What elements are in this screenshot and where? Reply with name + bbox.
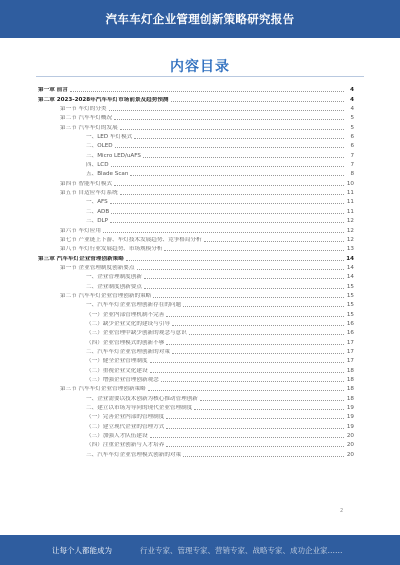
- toc-entry-page: 18: [346, 367, 354, 374]
- toc-entry-title: 第三章 汽车车灯企业管理创新策略: [38, 255, 124, 262]
- toc-entry[interactable]: [38, 140, 354, 149]
- toc-entry[interactable]: [38, 252, 354, 261]
- toc-entry[interactable]: [38, 84, 354, 93]
- toc-leader-dots: [110, 203, 344, 204]
- toc-entry-page: 6: [350, 134, 354, 141]
- toc-leader-dots: [109, 110, 344, 111]
- toc-heading: 内容目录: [170, 59, 230, 75]
- report-header: [0, 0, 400, 38]
- footer-roles: 行业专家、管理专家、营销专家、战略专家、成功企业家……: [140, 545, 343, 555]
- toc-entry-page: 17: [346, 339, 354, 346]
- toc-entry-title: （二）缺少企业文化的建设与引导: [86, 320, 170, 327]
- toc-entry-page: 15: [346, 283, 354, 290]
- toc-entry-title: 一、汽车车灯企业管理创新存在的问题: [86, 302, 182, 309]
- toc-leader-dots: [166, 344, 344, 345]
- toc-leader-dots: [189, 334, 344, 335]
- toc-entry-page: 17: [346, 348, 354, 355]
- toc-entry[interactable]: [38, 439, 354, 448]
- toc-entry-title: 第一章 前言: [38, 87, 68, 94]
- toc-entry-page: 13: [346, 246, 354, 253]
- toc-entry-page: 19: [346, 423, 354, 430]
- page-number: 2: [340, 508, 344, 514]
- toc-entry-page: 18: [346, 377, 354, 383]
- toc-leader-dots: [114, 185, 344, 186]
- toc-entry[interactable]: [38, 205, 354, 214]
- toc-entry[interactable]: [38, 355, 354, 364]
- toc-entry-title: 三、Micro LED/uAFS: [86, 152, 141, 159]
- toc-leader-dots: [172, 325, 344, 326]
- toc-entry-page: 15: [346, 302, 354, 309]
- toc-entry-page: 5: [350, 124, 354, 131]
- toc-entry-page: 19: [346, 414, 354, 421]
- toc-entry-page: 4: [350, 87, 354, 94]
- toc-entry[interactable]: [38, 280, 354, 289]
- toc-entry-page: 4: [350, 96, 354, 103]
- toc-entry-title: 第二节 汽车车灯概况: [60, 115, 113, 122]
- toc-entry-title: 第八节 车灯行业发展趋势、市场规模分析: [60, 246, 163, 253]
- report-title: 汽车车灯企业管理创新策略研究报告: [105, 12, 295, 26]
- toc-entry-page: 20: [346, 433, 354, 440]
- toc-leader-dots: [200, 400, 344, 401]
- toc-entry[interactable]: [38, 262, 354, 271]
- toc-leader-dots: [70, 91, 344, 92]
- toc-entry-page: 14: [346, 255, 354, 262]
- toc-entry-title: 第五节 自适应车灯系统: [60, 190, 118, 197]
- toc-entry[interactable]: [38, 420, 354, 429]
- toc-leader-dots: [150, 372, 344, 373]
- toc-entry-page: 18: [346, 386, 354, 393]
- toc-leader-dots: [144, 278, 344, 279]
- toc-entry[interactable]: [38, 318, 354, 327]
- toc-entry[interactable]: [38, 187, 354, 196]
- toc-leader-dots: [183, 306, 344, 307]
- toc-entry-title: （四）企业管理模式的创新不够: [86, 339, 165, 346]
- toc-entry-page: 7: [350, 152, 354, 159]
- toc-entry-page: 12: [346, 227, 354, 234]
- footer-slogan: 让每个人都能成为: [52, 545, 112, 555]
- toc-entry[interactable]: [38, 177, 354, 186]
- toc-leader-dots: [120, 129, 344, 130]
- toc-entry[interactable]: [38, 448, 354, 457]
- toc-entry-page: 20: [346, 442, 354, 449]
- toc-entry-title: 三、DLP: [86, 218, 108, 225]
- toc-entry[interactable]: [38, 346, 354, 355]
- toc-entry-title: 四、LCD: [86, 162, 109, 169]
- toc-entry-title: （三）加强人才队伍建设: [86, 433, 148, 440]
- toc-leader-dots: [115, 147, 344, 148]
- toc-entry-page: 15: [346, 311, 354, 318]
- toc-entry-title: 一、AFS: [86, 199, 108, 206]
- toc-entry-page: 17: [346, 358, 354, 365]
- toc-entry[interactable]: [38, 308, 354, 317]
- toc-entry-page: 15: [346, 292, 354, 299]
- toc-entry[interactable]: [38, 93, 354, 102]
- toc-entry[interactable]: [38, 103, 354, 112]
- toc-entry-title: 一、LED 车灯模式: [86, 134, 133, 141]
- toc-entry-title: 三、汽车车灯企业管理模式创新的对策: [86, 451, 182, 458]
- toc-leader-dots: [150, 437, 344, 438]
- toc-leader-dots: [166, 418, 344, 419]
- toc-entry-page: 11: [346, 208, 354, 215]
- toc-entry-page: 16: [346, 330, 354, 337]
- toc-entry-title: 二、建立以市场为导向的现代企业管理制度: [86, 405, 193, 412]
- toc-entry[interactable]: [38, 411, 354, 420]
- toc-leader-dots: [130, 175, 344, 176]
- toc-entry-title: 第四节 智能车灯模式: [60, 180, 113, 187]
- toc-leader-dots: [166, 316, 344, 317]
- toc-entry[interactable]: [38, 402, 354, 411]
- toc-entry-title: 第一节 企业管理制度创新要点: [60, 264, 135, 271]
- toc-entry-page: 16: [346, 320, 354, 327]
- toc-leader-dots: [166, 446, 344, 447]
- toc-entry-title: 一、企业需要以技术创新为核心推动管理创新: [86, 395, 198, 402]
- toc-leader-dots: [194, 409, 344, 410]
- toc-entry-page: 4: [350, 106, 354, 113]
- toc-leader-dots: [143, 157, 344, 158]
- toc-leader-dots: [204, 241, 344, 242]
- toc-entry[interactable]: [38, 430, 354, 439]
- toc-entry-title: （二）重视企业文化建设: [86, 367, 148, 374]
- toc-entry[interactable]: [38, 243, 354, 252]
- toc-entry-title: （二）建立现代企业的管理方式: [86, 423, 165, 430]
- toc-entry-title: 二、汽车车灯企业管理创新的对策: [86, 348, 170, 355]
- toc-entry-page: 8: [350, 171, 354, 178]
- toc-divider: [36, 76, 364, 77]
- toc-entry[interactable]: [38, 121, 354, 130]
- toc-entry-page: 18: [346, 395, 354, 402]
- toc-entry-title: 二、ADB: [86, 208, 110, 215]
- toc-entry-title: 五、Blade Scan: [86, 171, 129, 178]
- toc-entry-page: 5: [350, 115, 354, 122]
- toc-leader-dots: [114, 119, 344, 120]
- toc-entry-page: 20: [346, 451, 354, 458]
- toc-entry-title: （四）注重企业创新与人才培养: [86, 442, 165, 449]
- toc-leader-dots: [126, 260, 344, 261]
- toc-entry-page: 12: [346, 236, 354, 243]
- toc-entry-title: 二、企业制度创新要点: [86, 283, 142, 290]
- toc-entry-title: （三）企业管理中缺少创新的观念与意识: [86, 330, 187, 337]
- toc-leader-dots: [172, 353, 344, 354]
- toc-entry-title: 第二章 2023-2028年汽车车灯市场前景及趋势预测: [38, 96, 169, 103]
- toc-entry-page: 14: [346, 264, 354, 271]
- toc-entry[interactable]: [38, 112, 354, 121]
- toc-entry[interactable]: [38, 392, 354, 401]
- toc-entry-title: 二、OLED: [86, 143, 113, 150]
- toc-entry-title: （一）健全企业管理制度: [86, 358, 148, 365]
- toc-entry-title: （一）企业内部管理机制不完善: [86, 311, 165, 318]
- toc-entry[interactable]: [38, 196, 354, 205]
- toc-entry[interactable]: [38, 271, 354, 280]
- toc-leader-dots: [103, 232, 344, 233]
- toc-entry-title: 第七节 产业链上下游、车灯技术发展趋势、竞争格局分析: [60, 236, 202, 243]
- toc-leader-dots: [153, 297, 344, 298]
- toc-leader-dots: [137, 269, 345, 270]
- toc-entry-page: 11: [346, 190, 354, 197]
- toc-entry[interactable]: [38, 149, 354, 158]
- toc-entry[interactable]: [38, 159, 354, 168]
- toc-entry[interactable]: [38, 364, 354, 373]
- toc-entry[interactable]: [38, 374, 354, 383]
- toc-entry[interactable]: [38, 336, 354, 345]
- table-of-contents: [38, 84, 354, 458]
- toc-leader-dots: [134, 138, 344, 139]
- toc-entry[interactable]: [38, 131, 354, 140]
- toc-leader-dots: [110, 222, 344, 223]
- toc-entry[interactable]: [38, 215, 354, 224]
- toc-leader-dots: [144, 288, 344, 289]
- toc-entry[interactable]: [38, 290, 354, 299]
- report-footer: [0, 535, 400, 565]
- toc-entry-page: 7: [350, 162, 354, 169]
- toc-entry-title: 第二节 汽车车灯企业管理创新的策略: [60, 292, 152, 299]
- toc-entry-page: 6: [350, 143, 354, 150]
- toc-leader-dots: [161, 381, 344, 382]
- toc-entry-title: 第六节 车灯应用: [60, 227, 101, 234]
- toc-leader-dots: [111, 166, 344, 167]
- toc-leader-dots: [150, 362, 344, 363]
- toc-entry-page: 10: [346, 180, 354, 187]
- toc-entry-title: （三）增强企业管理创新观念: [86, 377, 159, 383]
- toc-entry-page: 11: [346, 199, 354, 206]
- toc-leader-dots: [120, 194, 344, 195]
- toc-entry-title: 第一节 车灯的分类: [60, 106, 107, 113]
- toc-entry[interactable]: [38, 168, 354, 177]
- toc-entry[interactable]: [38, 299, 354, 308]
- toc-entry-page: 19: [346, 405, 354, 412]
- toc-entry-title: 第三节 汽车车灯的发展: [60, 124, 118, 131]
- toc-entry[interactable]: [38, 224, 354, 233]
- toc-leader-dots: [183, 456, 344, 457]
- toc-entry[interactable]: [38, 234, 354, 243]
- toc-leader-dots: [111, 213, 344, 214]
- toc-entry-page: 14: [346, 274, 354, 281]
- toc-leader-dots: [164, 250, 344, 251]
- toc-entry-title: 第三节 汽车车灯企业管理创新策略: [60, 386, 146, 393]
- toc-leader-dots: [148, 390, 344, 391]
- toc-entry-page: 12: [346, 218, 354, 225]
- toc-entry[interactable]: [38, 327, 354, 336]
- toc-leader-dots: [166, 428, 344, 429]
- toc-entry-title: 一、企业管理制度创新: [86, 274, 142, 281]
- toc-entry-title: （一）完善企业内部的管理制度: [86, 414, 165, 421]
- toc-leader-dots: [171, 101, 344, 102]
- toc-entry[interactable]: [38, 383, 354, 392]
